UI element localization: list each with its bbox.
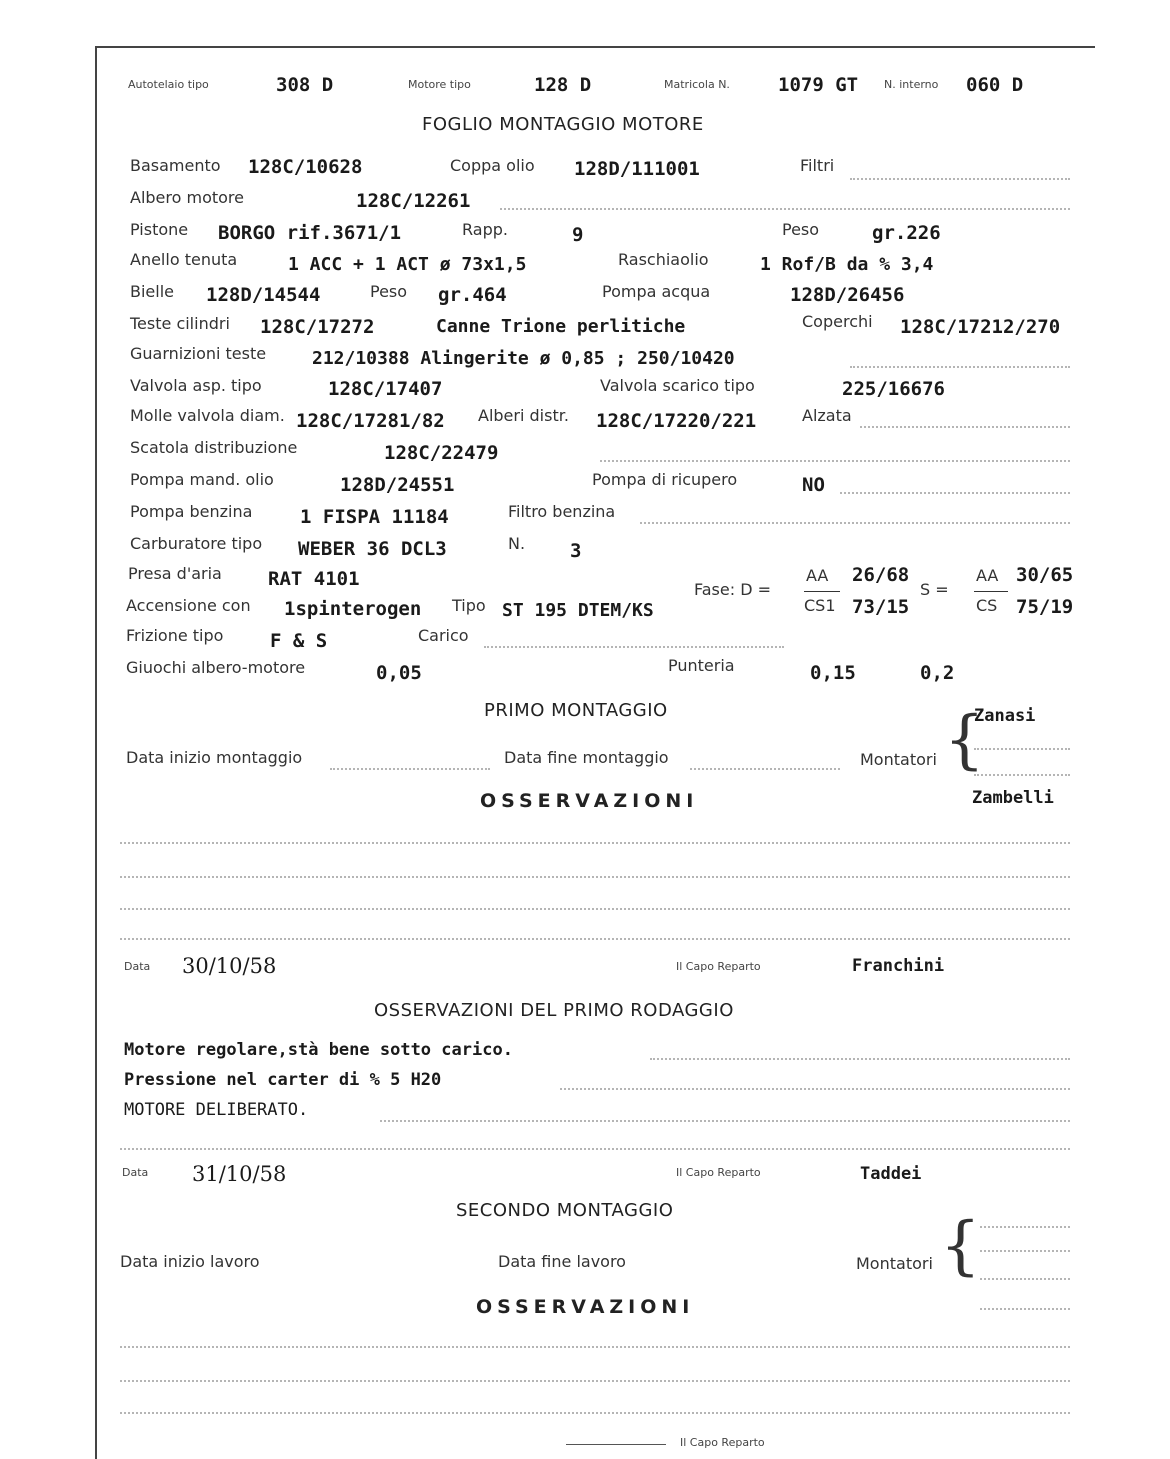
value-coppa: 128D/111001: [574, 158, 700, 180]
label-valvola-scarico: Valvola scarico tipo: [600, 376, 755, 395]
value-basamento: 128C/10628: [248, 156, 363, 178]
label-pistone: Pistone: [130, 220, 189, 239]
label-alberi-distr: Alberi distr.: [478, 406, 569, 425]
label-frizione: Frizione tipo: [126, 626, 224, 645]
value-data-rodaggio: 31/10/58: [192, 1162, 287, 1186]
dotted-line: [484, 646, 784, 648]
dotted-line: [980, 1250, 1070, 1252]
fase-s-top-value: 30/65: [1016, 564, 1074, 586]
dotted-line: [330, 768, 490, 770]
label-capo-reparto-rodaggio: Il Capo Reparto: [676, 1166, 761, 1179]
value-pompa-ricupero: NO: [802, 474, 825, 496]
fase-s-bottom-value: 75/19: [1016, 596, 1074, 618]
value-motore: 128 D: [534, 74, 592, 96]
label-bielle: Bielle: [130, 282, 174, 301]
value-peso-bielle: gr.464: [438, 284, 507, 306]
dotted-line: [120, 1346, 1070, 1348]
dotted-line: [500, 208, 1070, 210]
document-title: FOGLIO MONTAGGIO MOTORE: [422, 114, 704, 135]
section-title-rodaggio: OSSERVAZIONI DEL PRIMO RODAGGIO: [374, 1000, 734, 1021]
value-punteria-1: 0,15: [810, 662, 856, 684]
fase-d-top-label: AA: [806, 566, 829, 585]
value-data-primo: 30/10/58: [182, 954, 277, 978]
brace-icon: {: [940, 1209, 981, 1283]
section-title-osservazioni: OSSERVAZIONI: [480, 790, 699, 812]
label-basamento: Basamento: [130, 156, 221, 175]
dotted-line: [980, 1308, 1070, 1310]
signature-line: [566, 1444, 666, 1445]
fase-d-bottom-value: 73/15: [852, 596, 910, 618]
label-capo-reparto-secondo: Il Capo Reparto: [680, 1436, 765, 1449]
label-guarnizioni: Guarnizioni teste: [130, 344, 267, 363]
label-data-rodaggio: Data: [122, 1166, 149, 1179]
label-accensione: Accensione con: [126, 596, 251, 615]
label-motore: Motore tipo: [408, 78, 471, 91]
label-matricola: Matricola N.: [664, 78, 730, 91]
label-filtro-benzina: Filtro benzina: [508, 502, 616, 521]
label-data-fine-lavoro: Data fine lavoro: [498, 1252, 626, 1271]
label-scatola: Scatola distribuzione: [130, 438, 298, 457]
value-scatola: 128C/22479: [384, 442, 499, 464]
label-punteria: Punteria: [668, 656, 735, 675]
label-pompa-acqua: Pompa acqua: [602, 282, 711, 301]
label-rapp: Rapp.: [462, 220, 508, 239]
label-teste: Teste cilindri: [130, 314, 230, 333]
value-tipo-accensione: ST 195 DTEM/KS: [502, 600, 654, 621]
value-molle: 128C/17281/82: [296, 410, 445, 432]
label-data-fine-montaggio: Data fine montaggio: [504, 748, 669, 767]
value-pompa-benzina: 1 FISPA 11184: [300, 506, 449, 528]
rodaggio-line-1: Motore regolare,stà bene sotto carico.: [124, 1040, 513, 1060]
label-giuochi: Giuochi albero-motore: [126, 658, 306, 677]
dotted-line: [560, 1088, 1070, 1090]
label-carico: Carico: [418, 626, 469, 645]
label-albero-motore: Albero motore: [130, 188, 244, 207]
value-anello: 1 ACC + 1 ACT ø 73x1,5: [288, 254, 527, 275]
dotted-line: [120, 1380, 1070, 1382]
label-n-carburatori: N.: [508, 534, 526, 553]
label-fase: Fase: D =: [694, 580, 772, 599]
value-guarnizioni: 212/10388 Alingerite ø 0,85 ; 250/10420: [312, 348, 735, 369]
value-coperchi: 128C/17212/270: [900, 316, 1061, 338]
value-peso-pistone: gr.226: [872, 222, 941, 244]
dotted-line: [600, 460, 1070, 462]
value-presa-aria: RAT 4101: [268, 568, 360, 590]
value-capo-reparto-primo: Franchini: [852, 956, 945, 976]
dotted-line: [850, 366, 1070, 368]
dotted-line: [640, 522, 1070, 524]
section-title-primo-montaggio: PRIMO MONTAGGIO: [484, 700, 668, 721]
dotted-line: [850, 178, 1070, 180]
value-autotelaio: 308 D: [276, 74, 334, 96]
fase-s-top-label: AA: [976, 566, 999, 585]
label-coppa: Coppa olio: [450, 156, 535, 175]
label-presa-aria: Presa d'aria: [128, 564, 222, 583]
value-matricola: 1079 GT: [778, 74, 859, 96]
value-pistone: BORGO rif.3671/1: [218, 222, 402, 244]
label-data-inizio-lavoro: Data inizio lavoro: [120, 1252, 260, 1271]
label-carburatore: Carburatore tipo: [130, 534, 263, 553]
rodaggio-line-2: Pressione nel carter di % 5 H20: [124, 1070, 442, 1090]
value-interno: 060 D: [966, 74, 1024, 96]
value-raschiaolio: 1 Rof/B da % 3,4: [760, 254, 934, 275]
label-raschiaolio: Raschiaolio: [618, 250, 709, 269]
rodaggio-line-3: MOTORE DELIBERATO.: [124, 1100, 309, 1120]
label-data-primo: Data: [124, 960, 151, 973]
label-montatori: Montatori: [860, 750, 937, 769]
dotted-line: [974, 774, 1070, 776]
fase-d-top-value: 26/68: [852, 564, 910, 586]
value-pompa-acqua: 128D/26456: [790, 284, 905, 306]
label-pompa-olio: Pompa mand. olio: [130, 470, 274, 489]
dotted-line: [974, 748, 1070, 750]
montatore-2: Zambelli: [972, 788, 1054, 808]
label-capo-reparto-primo: Il Capo Reparto: [676, 960, 761, 973]
value-valvola-scarico: 225/16676: [842, 378, 945, 400]
fraction-bar: [804, 591, 840, 592]
label-interno: N. interno: [884, 78, 939, 91]
label-filtri: Filtri: [800, 156, 835, 175]
value-capo-reparto-rodaggio: Taddei: [860, 1164, 922, 1184]
section-title-secondo-montaggio: SECONDO MONTAGGIO: [456, 1200, 674, 1221]
fase-s-label: S =: [920, 580, 949, 599]
label-valvola-asp: Valvola asp. tipo: [130, 376, 262, 395]
value-n-carburatori: 3: [570, 540, 582, 562]
fase-s-bottom-label: CS: [976, 596, 998, 615]
dotted-line: [120, 938, 1070, 940]
dotted-line: [690, 768, 840, 770]
value-teste: 128C/17272: [260, 316, 375, 338]
label-pompa-ricupero: Pompa di ricupero: [592, 470, 738, 489]
dotted-line: [380, 1120, 1070, 1122]
value-accensione: 1spinterogen: [284, 598, 422, 620]
value-giuochi: 0,05: [376, 662, 422, 684]
label-molle: Molle valvola diam.: [130, 406, 285, 425]
value-punteria-2: 0,2: [920, 662, 955, 684]
fase-d-bottom-label: CS1: [804, 596, 836, 615]
value-rapp: 9: [572, 224, 584, 246]
value-albero-motore: 128C/12261: [356, 190, 471, 212]
value-carburatore: WEBER 36 DCL3: [298, 538, 447, 560]
dotted-line: [980, 1226, 1070, 1228]
section-title-osservazioni-secondo: OSSERVAZIONI: [476, 1296, 695, 1318]
value-valvola-asp: 128C/17407: [328, 378, 443, 400]
value-frizione: F & S: [270, 630, 328, 652]
label-autotelaio: Autotelaio tipo: [128, 78, 209, 91]
dotted-line: [980, 1278, 1070, 1280]
value-bielle: 128D/14544: [206, 284, 321, 306]
montatore-1: Zanasi: [974, 706, 1036, 726]
dotted-line: [650, 1058, 1070, 1060]
label-anello: Anello tenuta: [130, 250, 238, 269]
label-alzata: Alzata: [802, 406, 852, 425]
fraction-bar: [974, 591, 1008, 592]
dotted-line: [860, 426, 1070, 428]
label-coperchi: Coperchi: [802, 312, 873, 331]
dotted-line: [120, 1148, 1070, 1150]
value-pompa-olio: 128D/24551: [340, 474, 455, 496]
label-peso-pistone: Peso: [782, 220, 820, 239]
brace-icon: {: [944, 703, 985, 777]
dotted-line: [120, 1412, 1070, 1414]
label-peso-bielle: Peso: [370, 282, 408, 301]
label-pompa-benzina: Pompa benzina: [130, 502, 253, 521]
label-data-inizio-montaggio: Data inizio montaggio: [126, 748, 303, 767]
dotted-line: [840, 492, 1070, 494]
dotted-line: [120, 876, 1070, 878]
dotted-line: [120, 908, 1070, 910]
value-canne: Canne Trione perlitiche: [436, 316, 686, 337]
label-tipo-accensione: Tipo: [452, 596, 486, 615]
value-alberi-distr: 128C/17220/221: [596, 410, 757, 432]
label-montatori-secondo: Montatori: [856, 1254, 933, 1273]
dotted-line: [120, 842, 1070, 844]
